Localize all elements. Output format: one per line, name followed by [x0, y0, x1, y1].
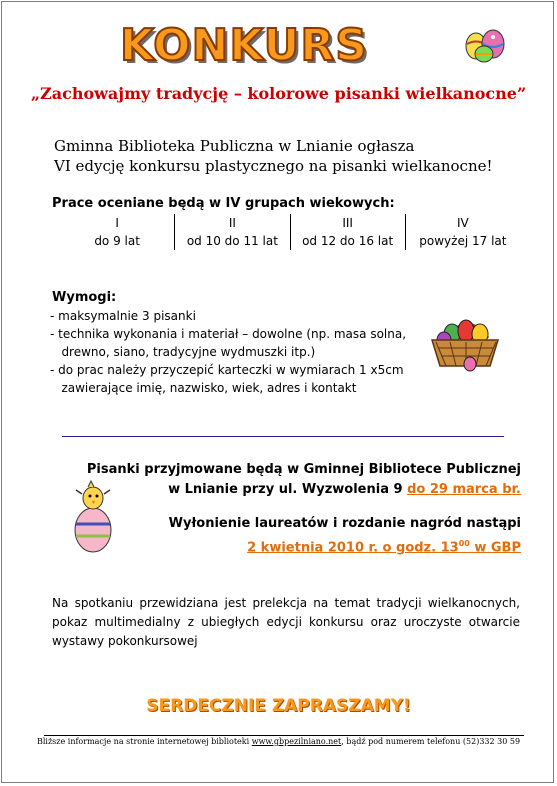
group-range: od 10 do 11 lat [186, 234, 278, 248]
age-group-3 [290, 214, 405, 250]
group-roman: III [342, 216, 353, 230]
intro-line-1: Gminna Biblioteka Publiczna w Lnianie ogłasza [54, 137, 415, 155]
intro-line-2: VI edycję konkursu plastycznego na pisanki wielkanocne! [54, 157, 493, 175]
footer-prefix: Bliższe informacje na stronie internetowej biblioteki [36, 737, 252, 746]
section-divider [62, 436, 504, 437]
info-line-1: Pisanki przyjmowane będą w Gminnej Bibliotece Publicznej [86, 462, 521, 477]
footer-note [0, 737, 557, 746]
requirements-list [50, 307, 420, 397]
age-group-1 [60, 214, 174, 250]
footer-phone: , bądź pod numerem telefonu (52)332 30 59 [341, 737, 521, 746]
age-group-4 [405, 214, 520, 250]
group-roman: I [115, 216, 119, 230]
age-group-2 [174, 214, 289, 250]
award-date [87, 534, 521, 558]
requirement-line: - technika wykonania i materiał – dowolne (np. masa solna, [50, 327, 407, 341]
subtitle: „Zachowajmy tradycję – kolorowe pisanki wielkanocne” [30, 84, 527, 103]
group-range: powyżej 17 lat [419, 234, 507, 248]
title-banner [120, 20, 400, 72]
requirement-line: zawierające imię, nazwisko, wiek, adres i kontakt [50, 381, 357, 395]
groups-heading: Prace oceniane będą w IV grupach wiekowych: [52, 196, 395, 211]
award-date-main: 2 kwietnia 2010 r. o godz. 13 [247, 540, 459, 556]
info-line-3: Wyłonienie laureatów i rozdanie nagród nastąpi [168, 516, 521, 531]
requirement-line: drewno, siano, tradycyjne wydmuszki itp.) [50, 345, 316, 359]
group-range: do 9 lat [94, 234, 140, 248]
info-line-2 [87, 480, 521, 500]
invitation-text: SERDECZNIE ZAPRASZAMY! [146, 696, 411, 716]
easter-eggs-icon [462, 24, 510, 64]
requirement-line: - maksymalnie 3 pisanki [50, 309, 196, 323]
age-groups-table [60, 214, 520, 250]
award-place: w GBP [469, 540, 521, 556]
award-time-minutes: 00 [458, 539, 470, 548]
group-roman: II [228, 216, 236, 230]
group-range: od 12 do 16 lat [302, 234, 394, 248]
deadline-date: do 29 marca br. [407, 482, 521, 497]
requirements-heading: Wymogi: [52, 290, 117, 305]
group-roman: IV [457, 216, 469, 230]
submission-info [87, 460, 521, 558]
info-address: w Lnianie przy ul. Wyzwolenia 9 [168, 482, 408, 497]
requirement-line: - do prac należy przyczepić karteczki w wymiarach 1 x5cm [50, 363, 404, 377]
intro-text [54, 136, 493, 176]
footer-website-link[interactable]: www.gbpezilniano.net [251, 737, 342, 746]
footer-divider [44, 735, 524, 736]
page-title: KONKURS [120, 20, 368, 71]
event-description: Na spotkaniu przewidziana jest prelekcja na temat tradycji wielkanocnych, pokaz multimedialny z ubiegłych edycji konkursu oraz uroczyste otwarcie wystawy pokonkursowej [52, 596, 520, 648]
egg-basket-icon [428, 314, 504, 372]
